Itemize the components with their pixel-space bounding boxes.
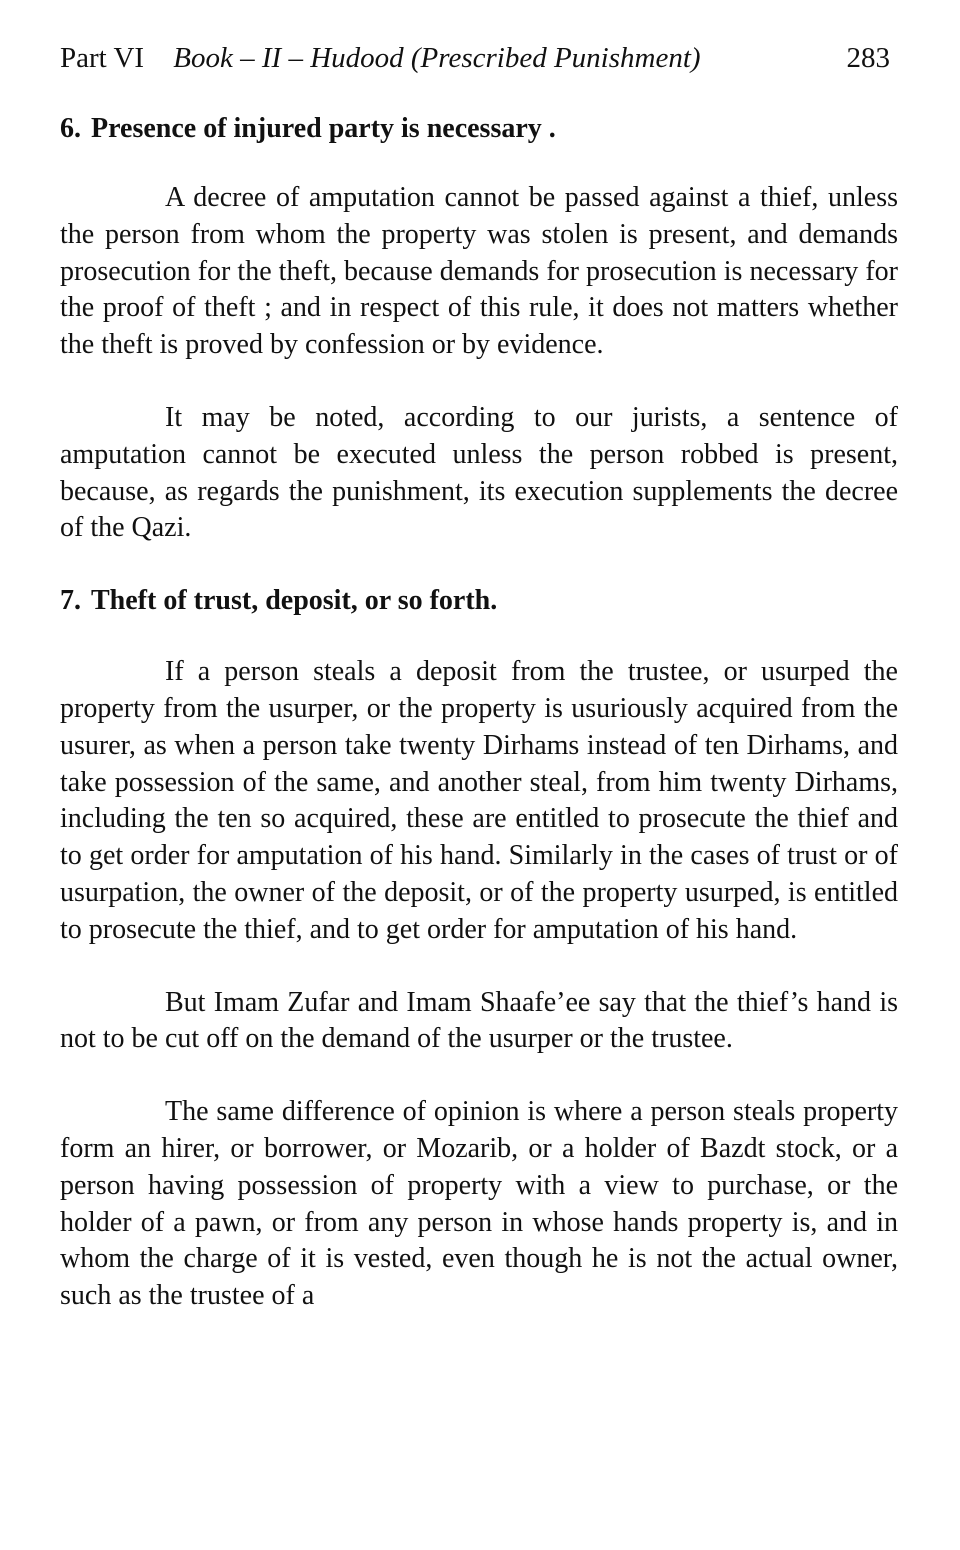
section-number: 6. — [60, 113, 81, 144]
page-number: 283 — [846, 42, 890, 74]
section-title: Theft of trust, deposit, or so forth. — [91, 585, 498, 617]
paragraph: A decree of amputation cannot be passed against a thief, unless the person from whom the property was stolen is present, and demands prosecution for the theft, because demands for prosecution is necessary for the proof of theft ; and in respect of this rule, it does not matters whether the theft is proved by confession or by evidence. — [60, 182, 898, 361]
section-title: Presence of injured party is necessary . — [91, 113, 556, 144]
paragraph: The same difference of opinion is where a person steals property form an hirer, or borrower, or Mozarib, or a holder of Bazdt stock, or a person having possession of property with a view to purchase, or the holder of a pawn, or from any person in whose hands property is, and in whom the charge of it is vested, even though he is not the actual owner, such as the trustee of a — [60, 1096, 898, 1312]
paragraph: But Imam Zufar and Imam Shaafe’ee say that the thief’s hand is not to be cut off on the demand of the usurper or the trustee. — [60, 986, 898, 1055]
section-heading-7 — [60, 582, 898, 619]
document-page — [60, 38, 898, 1315]
part-label: Part VI — [60, 42, 145, 74]
running-header — [60, 38, 898, 78]
book-title: Book – II – Hudood (Prescribed Punishment) — [173, 42, 701, 74]
section-heading-6 — [60, 110, 898, 147]
header-left — [60, 38, 701, 78]
section-number: 7. — [60, 585, 81, 617]
paragraph: It may be noted, according to our jurists, a sentence of amputation cannot be executed unless the person robbed is present, because, as regards the punishment, its execution supplements the decree of the Qazi. — [60, 401, 898, 544]
paragraph: If a person steals a deposit from the trustee, or usurped the property from the usurper, or the property is usuriously acquired from the usurer, as when a person take twenty Dirhams instead of ten Dirhams, and take possession of the same, and another steal, from him twenty Dirhams, including the ten so acquired, these are entitled to prosecute the thief and to get order for amputation of his hand. Similarly in the cases of trust or of usurpation, the owner of the deposit, or of the property usurped, is entitled to prosecute the thief, and to get order for amputation of his hand. — [60, 656, 898, 945]
